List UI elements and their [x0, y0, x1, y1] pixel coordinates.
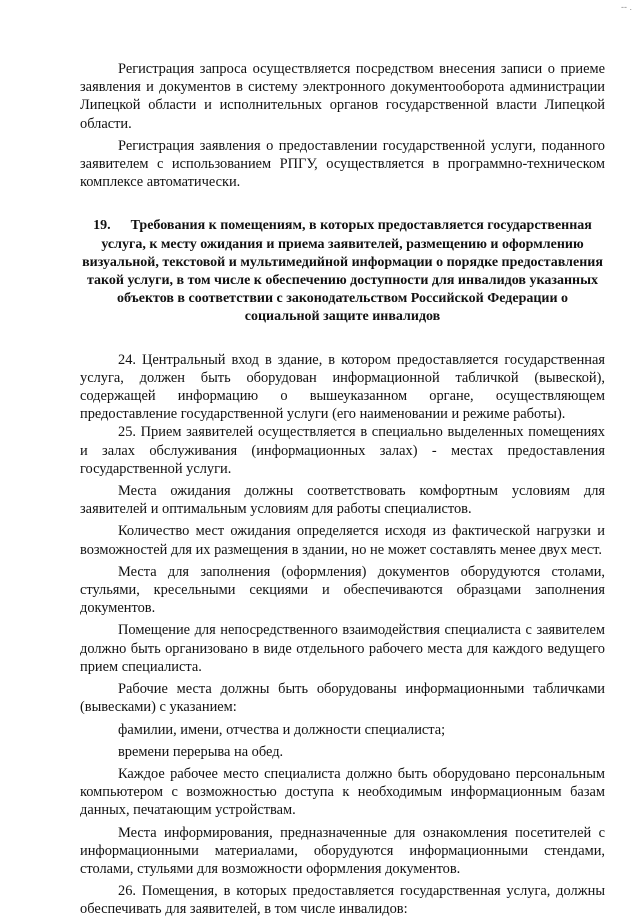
- paragraph: Места для заполнения (оформления) документов оборудуются столами, стульями, кресельными секциями и обеспечиваются образцами заполнения документов.: [80, 563, 605, 617]
- paragraph: Количество мест ожидания определяется исходя из фактической нагрузки и возможностей для их размещения в здании, но не может составлять менее двух мест.: [80, 523, 605, 558]
- section-title: Требования к помещениям, в которых предоставляется государственная услуга, к месту ожидания и приема заявителей, размещению и оформлению визуальной, текстовой и мультимедийной информации о порядке предоставления такой услуги, в том числе к обеспечению доступности для инвалидов указанных объектов в соответствии с законодательством Российской Федерации о социальной защите инвалидов: [82, 218, 603, 325]
- paragraph: Помещение для непосредственного взаимодействия специалиста с заявителем должно быть организовано в виде отдельного рабочего места для каждого ведущего прием специалиста.: [80, 622, 605, 675]
- paragraph: Места ожидания должны соответствовать комфортным условиям для заявителей и оптимальным условиям для работы специалистов.: [80, 483, 605, 518]
- paragraph: Места информирования, предназначенные для ознакомления посетителей с информационными материалами, оборудуются информационными стендами, столами, стульями для возможности оформления документов.: [80, 824, 605, 877]
- paragraph: Каждое рабочее место специалиста должно быть оборудовано персональным компьютером с возможностью доступа к необходимым информационным базам данных, печатающим устройствам.: [80, 765, 605, 819]
- paragraph: Регистрация заявления о предоставлении государственной услуги, поданного заявителем с использованием РПГУ, осуществляется в программно-техническом комплексе автоматически.: [80, 137, 605, 191]
- section-heading: [80, 217, 605, 326]
- paragraph: Регистрация запроса осуществляется посредством внесения записи о приеме заявления и документов в систему электронного документооборота администрации Липецкой области и исполнительных органов государственной власти Липецкой области.: [80, 61, 605, 132]
- list-item: времени перерыва на обед.: [118, 743, 284, 760]
- paragraph: 26. Помещения, в которых предоставляется государственная услуга, должны обеспечивать для заявителей, в том числе инвалидов:: [80, 883, 605, 918]
- paragraph: 25. Прием заявителей осуществляется в специально выделенных помещениях и залах обслуживания (информационных залах) - местах предоставления государственной услуги.: [80, 424, 605, 477]
- paragraph: Рабочие места должны быть оборудованы информационными табличками (вывесками) с указанием:: [80, 681, 605, 716]
- list-item: фамилии, имени, отчества и должности специалиста;: [118, 721, 446, 738]
- document-body: [80, 60, 605, 919]
- paragraph: 24. Центральный вход в здание, в котором предоставляется государственная услуга, должен быть оборудован информационной табличкой (вывеской), содержащей информацию о вышеуказанном органе, осуществляющем предоставление государственной услуги (его наименовании и режиме работы).: [80, 351, 605, 423]
- page-mark: -- .: [621, 2, 632, 12]
- section-number: 19.: [93, 218, 111, 234]
